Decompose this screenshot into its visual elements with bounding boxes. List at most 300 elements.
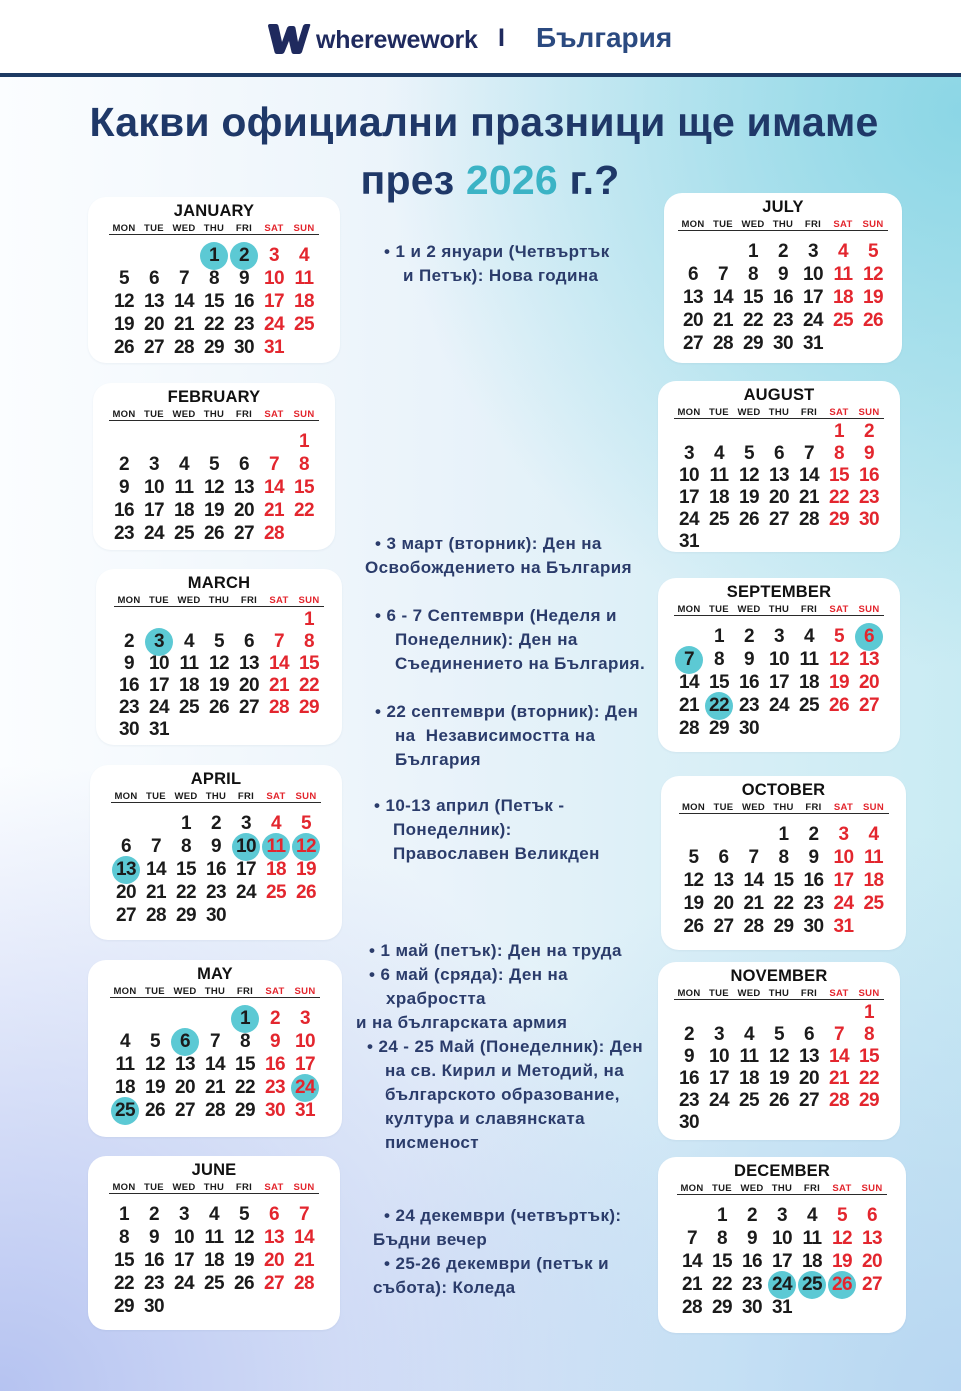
day-grid (114, 609, 324, 741)
day-number: 28 (743, 915, 764, 937)
day-number: 12 (683, 869, 704, 891)
day-number: 5 (239, 1203, 249, 1225)
day-number: 22 (859, 1068, 879, 1089)
day-number: 3 (269, 244, 279, 266)
weekday-header (674, 605, 884, 616)
day-number: 24 (709, 1090, 729, 1111)
empty-day (794, 717, 824, 740)
weekday-wed: WED (740, 1183, 764, 1194)
weekday-tue: TUE (144, 409, 164, 420)
empty-day (764, 1002, 794, 1024)
empty-day (139, 430, 169, 453)
weekday-mon: MON (680, 1183, 704, 1194)
day-number: 17 (264, 290, 284, 312)
day-number: 18 (204, 1249, 224, 1271)
day-number: 17 (833, 869, 854, 891)
empty-day (734, 531, 764, 553)
day-number: 3 (300, 1007, 310, 1029)
day-number: 22 (204, 313, 224, 335)
weekday-sun: SUN (295, 791, 317, 802)
empty-day (828, 332, 858, 355)
day-number: 13 (144, 290, 164, 312)
day-number: 25 (799, 694, 819, 716)
holiday-day: 25 (110, 1099, 140, 1122)
day-number: 15 (712, 1250, 732, 1272)
weekday-tue: TUE (144, 1182, 164, 1193)
day-number: 20 (769, 487, 789, 508)
empty-day (169, 1295, 199, 1318)
day-number: 14 (713, 286, 733, 308)
empty-day (764, 531, 794, 553)
weekday-mon: MON (113, 986, 137, 997)
day-number: 13 (859, 648, 879, 670)
day-number: 23 (265, 1076, 285, 1098)
empty-day (704, 531, 734, 553)
day-number: 6 (718, 846, 729, 868)
day-number: 10 (264, 267, 284, 289)
day-number: 29 (709, 717, 729, 739)
month-title: AUGUST (743, 386, 815, 404)
day-number: 19 (832, 1250, 852, 1272)
empty-day (111, 812, 141, 835)
empty-day (734, 1112, 764, 1134)
day-number: 20 (144, 313, 164, 335)
day-number: 9 (149, 1226, 159, 1248)
day-number: 18 (174, 499, 194, 521)
day-number: 24 (803, 309, 823, 331)
day-number: 7 (299, 1203, 309, 1225)
weekday-mon: MON (117, 595, 141, 606)
day-number: 16 (114, 499, 134, 521)
weekday-wed: WED (741, 219, 765, 230)
day-number: 27 (859, 694, 879, 716)
day-number: 21 (174, 313, 194, 335)
day-number: 11 (864, 846, 883, 868)
day-number: 15 (235, 1053, 255, 1075)
day-number: 4 (744, 1024, 754, 1045)
day-number: 19 (829, 671, 849, 693)
weekday-mon: MON (114, 791, 138, 802)
weekday-wed: WED (172, 409, 196, 420)
empty-day (140, 1007, 170, 1030)
day-number: 11 (204, 1226, 224, 1248)
holiday-day: 3 (144, 631, 174, 653)
day-number: 4 (838, 240, 848, 262)
holiday-day: 11 (261, 835, 291, 858)
day-number: 18 (709, 487, 729, 508)
month-title: MARCH (187, 574, 251, 592)
day-number: 11 (179, 653, 199, 674)
day-number: 16 (265, 1053, 285, 1075)
day-number: 26 (769, 1090, 789, 1111)
title-suffix: г.? (557, 157, 620, 203)
day-number: 30 (265, 1099, 285, 1121)
weekday-fri: FRI (235, 1182, 253, 1193)
weekday-sun: SUN (861, 1183, 883, 1194)
day-number: 28 (294, 1272, 314, 1294)
month-title: OCTOBER (741, 781, 826, 799)
weekday-wed: WED (737, 407, 761, 418)
day-number: 28 (205, 1099, 225, 1121)
empty-day (794, 531, 824, 553)
empty-day (289, 1295, 319, 1318)
day-number: 25 (709, 509, 729, 530)
empty-day (854, 531, 884, 553)
day-number: 23 (803, 892, 824, 914)
day-number: 13 (175, 1053, 195, 1075)
day-number: 17 (144, 499, 164, 521)
day-number: 16 (773, 286, 793, 308)
day-number: 17 (772, 1250, 792, 1272)
weekday-header (111, 792, 321, 803)
day-number: 9 (744, 648, 754, 670)
day-number: 21 (713, 309, 733, 331)
calendar-december (658, 1157, 906, 1333)
weekday-sat: SAT (264, 223, 284, 234)
day-number: 22 (176, 881, 196, 903)
note-line: писменост (385, 1133, 480, 1152)
day-number: 8 (834, 443, 844, 464)
weekday-sun: SUN (293, 409, 315, 420)
month-title: NOVEMBER (730, 967, 828, 985)
day-number: 25 (294, 313, 314, 335)
empty-day (114, 609, 144, 631)
empty-day (229, 1295, 259, 1318)
day-number: 5 (150, 1030, 160, 1052)
day-number: 19 (209, 675, 229, 696)
empty-day (674, 1002, 704, 1024)
weekday-mon: MON (677, 407, 701, 418)
month-title: MAY (197, 965, 233, 983)
day-number: 16 (119, 675, 139, 696)
day-number: 30 (742, 1296, 762, 1318)
day-number: 20 (859, 671, 879, 693)
empty-day (199, 1295, 229, 1318)
day-number: 30 (234, 336, 254, 358)
weekday-header (678, 220, 888, 231)
note-line: • 3 март (вторник): Ден на (375, 534, 602, 553)
day-number: 5 (868, 240, 878, 262)
day-grid (674, 421, 884, 553)
weekday-thu: THU (203, 223, 225, 234)
day-grid (109, 1203, 319, 1318)
day-number: 21 (829, 1068, 849, 1089)
day-number: 10 (144, 476, 164, 498)
day-number: 5 (119, 267, 129, 289)
day-number: 2 (211, 812, 221, 834)
day-number: 15 (829, 465, 849, 486)
empty-day (824, 531, 854, 553)
day-number: 22 (773, 892, 794, 914)
day-number: 16 (859, 465, 879, 486)
calendar-may (88, 960, 342, 1137)
day-number: 6 (774, 443, 784, 464)
day-number: 3 (838, 823, 849, 845)
weekday-tue: TUE (145, 986, 165, 997)
month-title: DECEMBER (733, 1162, 831, 1180)
weekday-thu: THU (773, 802, 794, 813)
day-number: 10 (709, 1046, 729, 1067)
note-line: култура и славянската (385, 1109, 585, 1128)
day-number: 3 (774, 625, 784, 647)
weekday-mon: MON (681, 802, 706, 813)
day-number: 15 (773, 869, 794, 891)
day-number: 2 (270, 1007, 280, 1029)
day-number: 19 (234, 1249, 254, 1271)
holiday-day: 12 (291, 835, 321, 858)
note-line: • 1 май (петък): Ден на труда (369, 941, 622, 960)
day-number: 19 (683, 892, 704, 914)
weekday-thu: THU (208, 595, 230, 606)
empty-day (109, 244, 139, 267)
day-number: 1 (717, 1204, 727, 1226)
day-number: 1 (834, 421, 844, 442)
title-prefix: през (360, 157, 466, 203)
day-number: 21 (682, 1273, 702, 1295)
day-number: 12 (829, 648, 849, 670)
day-number: 15 (204, 290, 224, 312)
day-number: 28 (713, 332, 733, 354)
day-number: 28 (146, 904, 166, 926)
day-number: 18 (863, 869, 884, 891)
day-number: 18 (115, 1076, 135, 1098)
day-number: 6 (121, 835, 131, 857)
day-number: 27 (713, 915, 734, 937)
day-number: 6 (867, 1204, 877, 1226)
weekday-sat: SAT (829, 604, 849, 615)
weekday-fri: FRI (240, 595, 258, 606)
day-number: 20 (175, 1076, 195, 1098)
day-number: 9 (239, 267, 249, 289)
day-number: 16 (742, 1250, 762, 1272)
note-line: събота): Коледа (373, 1278, 516, 1297)
day-number: 20 (264, 1249, 284, 1271)
empty-day (174, 609, 204, 631)
day-number: 22 (712, 1273, 732, 1295)
day-number: 14 (829, 1046, 849, 1067)
weekday-sun: SUN (293, 223, 315, 234)
holiday-day: 10 (231, 835, 261, 858)
empty-day (289, 522, 319, 545)
weekday-wed: WED (173, 986, 197, 997)
day-number: 8 (714, 648, 724, 670)
day-number: 8 (181, 835, 191, 857)
day-number: 10 (833, 846, 854, 868)
weekday-tue: TUE (709, 604, 729, 615)
weekday-header (109, 410, 319, 421)
empty-day (294, 719, 324, 741)
day-number: 22 (299, 675, 319, 696)
weekday-wed: WED (172, 223, 196, 234)
note-line: • 6 - 7 Септември (Неделя и (375, 606, 617, 625)
day-number: 4 (271, 812, 281, 834)
empty-day (679, 823, 709, 846)
empty-day (794, 1002, 824, 1024)
day-number: 24 (174, 1272, 194, 1294)
day-number: 16 (206, 858, 226, 880)
note-line: Освобождението на България (365, 558, 632, 577)
calendar-november (658, 962, 900, 1140)
day-number: 18 (179, 675, 199, 696)
day-number: 12 (769, 1046, 789, 1067)
day-number: 27 (799, 1090, 819, 1111)
weekday-wed: WED (737, 604, 761, 615)
weekday-header (674, 408, 884, 419)
empty-day (704, 1002, 734, 1024)
empty-day (857, 1296, 887, 1319)
day-number: 19 (769, 1068, 789, 1089)
day-number: 9 (211, 835, 221, 857)
day-number: 2 (744, 625, 754, 647)
weekday-wed: WED (172, 1182, 196, 1193)
day-number: 24 (679, 509, 699, 530)
day-number: 6 (269, 1203, 279, 1225)
empty-day (204, 719, 234, 741)
day-number: 14 (682, 1250, 702, 1272)
note-line: на св. Кирил и Методий, на (385, 1061, 625, 1080)
day-number: 1 (714, 625, 724, 647)
day-grid (674, 1002, 884, 1134)
day-number: 31 (264, 336, 284, 358)
day-number: 26 (114, 336, 134, 358)
day-number: 26 (739, 509, 759, 530)
day-number: 12 (204, 476, 224, 498)
day-number: 23 (119, 697, 139, 718)
weekday-header (679, 803, 889, 814)
weekday-tue: TUE (144, 223, 164, 234)
empty-day (794, 1112, 824, 1134)
day-number: 22 (829, 487, 849, 508)
day-number: 10 (772, 1227, 792, 1249)
day-number: 25 (179, 697, 199, 718)
day-number: 22 (743, 309, 763, 331)
day-number: 25 (863, 892, 884, 914)
holiday-day: 7 (674, 648, 704, 671)
empty-day (264, 609, 294, 631)
day-number: 6 (804, 1024, 814, 1045)
day-number: 20 (116, 881, 136, 903)
weekday-thu: THU (205, 791, 227, 802)
empty-day (678, 240, 708, 263)
day-number: 31 (679, 531, 699, 552)
weekday-tue: TUE (146, 791, 166, 802)
day-number: 30 (739, 717, 759, 739)
month-title: JULY (762, 198, 804, 216)
empty-day (141, 812, 171, 835)
day-number: 9 (124, 653, 134, 674)
day-number: 25 (266, 881, 286, 903)
weekday-tue: TUE (713, 219, 733, 230)
day-number: 11 (174, 476, 194, 498)
day-number: 5 (214, 631, 224, 652)
empty-day (289, 336, 319, 359)
day-number: 11 (802, 1227, 822, 1249)
empty-day (739, 823, 769, 846)
day-number: 7 (687, 1227, 697, 1249)
weekday-tue: TUE (709, 407, 729, 418)
weekday-fri: FRI (805, 802, 822, 813)
day-number: 4 (184, 631, 194, 652)
day-number: 25 (204, 1272, 224, 1294)
day-number: 9 (778, 263, 788, 285)
note-line: храбростта (386, 989, 486, 1008)
day-number: 14 (679, 671, 699, 693)
note-line: Понеделник): (393, 820, 512, 839)
day-number: 6 (244, 631, 254, 652)
day-number: 23 (144, 1272, 164, 1294)
day-number: 16 (803, 869, 824, 891)
weekday-tue: TUE (712, 1183, 732, 1194)
day-number: 26 (683, 915, 704, 937)
weekday-fri: FRI (803, 1183, 821, 1194)
weekday-wed: WED (174, 791, 198, 802)
day-number: 3 (777, 1204, 787, 1226)
weekday-thu: THU (768, 407, 790, 418)
day-number: 2 (124, 631, 134, 652)
day-number: 18 (802, 1250, 822, 1272)
day-number: 10 (295, 1030, 315, 1052)
empty-day (259, 1295, 289, 1318)
day-grid (109, 244, 319, 359)
day-number: 29 (204, 336, 224, 358)
day-number: 12 (209, 653, 229, 674)
weekday-sun: SUN (298, 595, 320, 606)
day-number: 3 (179, 1203, 189, 1225)
day-number: 17 (236, 858, 256, 880)
day-number: 24 (149, 697, 169, 718)
day-number: 26 (296, 881, 316, 903)
day-number: 19 (296, 858, 316, 880)
day-number: 30 (859, 509, 879, 530)
day-number: 17 (149, 675, 169, 696)
day-number: 10 (679, 465, 699, 486)
day-number: 16 (234, 290, 254, 312)
empty-day (109, 430, 139, 453)
day-number: 21 (205, 1076, 225, 1098)
day-number: 6 (149, 267, 159, 289)
empty-day (854, 1112, 884, 1134)
weekday-sat: SAT (264, 409, 284, 420)
day-number: 1 (304, 609, 314, 630)
day-number: 21 (799, 487, 819, 508)
holiday-day: 24 (290, 1076, 320, 1099)
day-number: 21 (146, 881, 166, 903)
weekday-sun: SUN (858, 604, 880, 615)
day-number: 8 (717, 1227, 727, 1249)
day-number: 26 (145, 1099, 165, 1121)
day-number: 13 (234, 476, 254, 498)
day-grid (678, 240, 888, 355)
note-line: Бъдни вечер (373, 1230, 488, 1249)
header-divider (0, 73, 961, 77)
day-number: 26 (234, 1272, 254, 1294)
day-number: 3 (684, 443, 694, 464)
day-number: 3 (808, 240, 818, 262)
day-number: 8 (240, 1030, 250, 1052)
weekday-fri: FRI (235, 409, 253, 420)
day-number: 11 (739, 1046, 759, 1067)
weekday-fri: FRI (804, 219, 822, 230)
weekday-tue: TUE (709, 988, 729, 999)
day-grid (674, 625, 884, 740)
note-line: Понеделник): Ден на (395, 630, 578, 649)
wherewework-logo-icon (267, 23, 311, 55)
day-number: 5 (774, 1024, 784, 1045)
note-line: • 1 и 2 януари (Четвъртък (384, 242, 610, 261)
day-number: 9 (119, 476, 129, 498)
weekday-wed: WED (741, 802, 766, 813)
day-number: 15 (176, 858, 196, 880)
